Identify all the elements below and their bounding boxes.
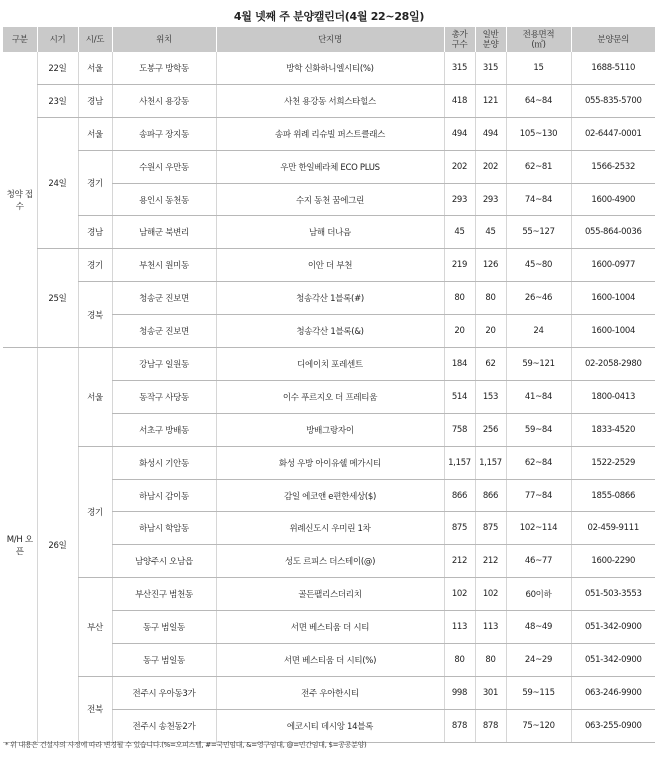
area-cell: 26~46 [506, 282, 571, 315]
location-cell: 송파구 장지동 [112, 117, 216, 150]
general-cell: 866 [475, 479, 506, 512]
date-cell: 25일 [37, 249, 78, 348]
contact-cell: 1600-0977 [571, 249, 655, 282]
area-cell: 46~77 [506, 545, 571, 578]
general-cell: 875 [475, 512, 506, 545]
total-cell: 80 [444, 644, 475, 677]
region-cell: 전북 [78, 676, 112, 742]
total-cell: 212 [444, 545, 475, 578]
complex-cell: 서면 베스티움 더 시티(%) [216, 644, 444, 677]
general-cell: 202 [475, 150, 506, 183]
date-cell: 24일 [37, 117, 78, 249]
total-cell: 875 [444, 512, 475, 545]
location-cell: 도봉구 방학동 [112, 52, 216, 84]
area-cell: 62~84 [506, 446, 571, 479]
contact-cell: 02-459-9111 [571, 512, 655, 545]
table-row [3, 150, 655, 183]
contact-cell: 055-864-0036 [571, 216, 655, 249]
contact-cell: 051-503-3553 [571, 578, 655, 611]
date-cell: 26일 [37, 348, 78, 743]
contact-cell: 1522-2529 [571, 446, 655, 479]
area-cell: 45~80 [506, 249, 571, 282]
contact-cell: 063-255-0900 [571, 709, 655, 742]
general-cell: 20 [475, 315, 506, 348]
area-cell: 59~115 [506, 676, 571, 709]
complex-cell: 에코시티 데시앙 14블록 [216, 709, 444, 742]
total-cell: 113 [444, 611, 475, 644]
location-cell: 전주시 송천동2가 [112, 709, 216, 742]
date-cell: 23일 [37, 84, 78, 117]
total-cell: 102 [444, 578, 475, 611]
complex-cell: 방배그랑자이 [216, 413, 444, 446]
complex-cell: 서면 베스티움 더 시티 [216, 611, 444, 644]
location-cell: 용인시 동천동 [112, 183, 216, 216]
contact-cell: 063-246-9900 [571, 676, 655, 709]
contact-cell: 1600-1004 [571, 282, 655, 315]
table-row [3, 117, 655, 150]
complex-cell: 남해 더나음 [216, 216, 444, 249]
contact-cell: 02-2058-2980 [571, 348, 655, 381]
location-cell: 하남시 학암동 [112, 512, 216, 545]
header-region: 시/도 [78, 27, 112, 52]
complex-cell: 청송각산 1블록(&) [216, 315, 444, 348]
header-row [3, 27, 655, 52]
area-cell: 59~84 [506, 413, 571, 446]
complex-cell: 수지 동천 꿈에그린 [216, 183, 444, 216]
area-cell: 24~29 [506, 644, 571, 677]
table-row [3, 446, 655, 479]
header-total-units: 총가 구수 [444, 27, 475, 52]
general-cell: 301 [475, 676, 506, 709]
total-cell: 1,157 [444, 446, 475, 479]
general-cell: 878 [475, 709, 506, 742]
table-row [3, 52, 655, 84]
header-contact: 분양문의 [571, 27, 655, 52]
contact-cell: 1566-2532 [571, 150, 655, 183]
contact-cell: 02-6447-0001 [571, 117, 655, 150]
location-cell: 화성시 기안동 [112, 446, 216, 479]
location-cell: 부천시 원미동 [112, 249, 216, 282]
group-model-house-open: M/H 오픈 [3, 348, 37, 743]
header-location: 위치 [112, 27, 216, 52]
header-general-units: 일반 분양 [475, 27, 506, 52]
area-cell: 48~49 [506, 611, 571, 644]
area-cell: 60이하 [506, 578, 571, 611]
area-cell: 77~84 [506, 479, 571, 512]
region-cell: 경기 [78, 446, 112, 578]
table-row [3, 282, 655, 315]
header-complex: 단지명 [216, 27, 444, 52]
complex-cell: 사천 용강동 서희스타힐스 [216, 84, 444, 117]
location-cell: 동작구 사당동 [112, 380, 216, 413]
location-cell: 동구 범일동 [112, 611, 216, 644]
general-cell: 1,157 [475, 446, 506, 479]
location-cell: 서초구 방배동 [112, 413, 216, 446]
total-cell: 202 [444, 150, 475, 183]
date-cell: 22일 [37, 52, 78, 84]
general-cell: 315 [475, 52, 506, 84]
location-cell: 청송군 진보면 [112, 282, 216, 315]
total-cell: 418 [444, 84, 475, 117]
total-cell: 758 [444, 413, 475, 446]
general-cell: 153 [475, 380, 506, 413]
complex-cell: 골든팰리스더리치 [216, 578, 444, 611]
table-row [3, 676, 655, 709]
complex-cell: 이수 푸르지오 더 프레티움 [216, 380, 444, 413]
group-subscription: 청약 접수 [3, 52, 37, 348]
general-cell: 113 [475, 611, 506, 644]
complex-cell: 우만 한일베라체 ECO PLUS [216, 150, 444, 183]
region-cell: 서울 [78, 348, 112, 447]
total-cell: 514 [444, 380, 475, 413]
complex-cell: 전주 우아한시티 [216, 676, 444, 709]
contact-cell: 1688-5110 [571, 52, 655, 84]
total-cell: 20 [444, 315, 475, 348]
area-cell: 105~130 [506, 117, 571, 150]
area-cell: 102~114 [506, 512, 571, 545]
total-cell: 45 [444, 216, 475, 249]
total-cell: 998 [444, 676, 475, 709]
header-category: 구분 [3, 27, 37, 52]
area-cell: 74~84 [506, 183, 571, 216]
general-cell: 212 [475, 545, 506, 578]
region-cell: 경남 [78, 84, 112, 117]
area-cell: 15 [506, 52, 571, 84]
complex-cell: 청송각산 1블록(#) [216, 282, 444, 315]
header-area: 전용면적 (㎡) [506, 27, 571, 52]
location-cell: 청송군 진보면 [112, 315, 216, 348]
complex-cell: 이안 더 부천 [216, 249, 444, 282]
contact-cell: 051-342-0900 [571, 644, 655, 677]
contact-cell: 051-342-0900 [571, 611, 655, 644]
general-cell: 45 [475, 216, 506, 249]
contact-cell: 1833-4520 [571, 413, 655, 446]
total-cell: 293 [444, 183, 475, 216]
area-cell: 75~120 [506, 709, 571, 742]
general-cell: 126 [475, 249, 506, 282]
total-cell: 315 [444, 52, 475, 84]
general-cell: 494 [475, 117, 506, 150]
complex-cell: 송파 위례 리슈빌 퍼스트클래스 [216, 117, 444, 150]
location-cell: 수원시 우만동 [112, 150, 216, 183]
location-cell: 남해군 북변리 [112, 216, 216, 249]
region-cell: 서울 [78, 52, 112, 84]
general-cell: 256 [475, 413, 506, 446]
contact-cell: 1600-4900 [571, 183, 655, 216]
general-cell: 102 [475, 578, 506, 611]
location-cell: 사천시 용강동 [112, 84, 216, 117]
area-cell: 64~84 [506, 84, 571, 117]
complex-cell: 감일 에코앤 e편한세상($) [216, 479, 444, 512]
table-row [3, 249, 655, 282]
contact-cell: 1800-0413 [571, 380, 655, 413]
region-cell: 경남 [78, 216, 112, 249]
location-cell: 남양주시 오남읍 [112, 545, 216, 578]
total-cell: 878 [444, 709, 475, 742]
complex-cell: 화성 우방 아이유쉘 메가시티 [216, 446, 444, 479]
location-cell: 부산진구 범천동 [112, 578, 216, 611]
footnote: * 위 내용은 건설사의 사정에 따라 변경될 수 있습니다.(%=오피스텔, #=국민임대, &=영구임대, @=민간임대, $=공공분양) [5, 741, 367, 749]
location-cell: 하남시 감이동 [112, 479, 216, 512]
area-cell: 41~84 [506, 380, 571, 413]
header-date: 시기 [37, 27, 78, 52]
total-cell: 184 [444, 348, 475, 381]
general-cell: 80 [475, 644, 506, 677]
complex-cell: 위례신도시 우미린 1차 [216, 512, 444, 545]
region-cell: 경기 [78, 150, 112, 216]
table-row [3, 578, 655, 611]
area-cell: 24 [506, 315, 571, 348]
complex-cell: 방학 신화하니엘시티(%) [216, 52, 444, 84]
total-cell: 219 [444, 249, 475, 282]
contact-cell: 1855-0866 [571, 479, 655, 512]
total-cell: 80 [444, 282, 475, 315]
complex-cell: 성도 르피스 더스테이(@) [216, 545, 444, 578]
contact-cell: 055-835-5700 [571, 84, 655, 117]
general-cell: 62 [475, 348, 506, 381]
page-title: 4월 넷째 주 분양캘린더(4월 22~28일) [233, 10, 425, 23]
total-cell: 494 [444, 117, 475, 150]
region-cell: 부산 [78, 578, 112, 677]
calendar-table [3, 27, 655, 743]
general-cell: 121 [475, 84, 506, 117]
table-row [3, 348, 655, 381]
area-cell: 62~81 [506, 150, 571, 183]
region-cell: 경기 [78, 249, 112, 282]
total-cell: 866 [444, 479, 475, 512]
region-cell: 서울 [78, 117, 112, 150]
region-cell: 경북 [78, 282, 112, 348]
area-cell: 59~121 [506, 348, 571, 381]
contact-cell: 1600-1004 [571, 315, 655, 348]
location-cell: 전주시 우아동3가 [112, 676, 216, 709]
complex-cell: 디에이치 포레센트 [216, 348, 444, 381]
table-row [3, 216, 655, 249]
general-cell: 293 [475, 183, 506, 216]
table-row [3, 84, 655, 117]
contact-cell: 1600-2290 [571, 545, 655, 578]
area-cell: 55~127 [506, 216, 571, 249]
location-cell: 동구 범일동 [112, 644, 216, 677]
location-cell: 강남구 일원동 [112, 348, 216, 381]
general-cell: 80 [475, 282, 506, 315]
